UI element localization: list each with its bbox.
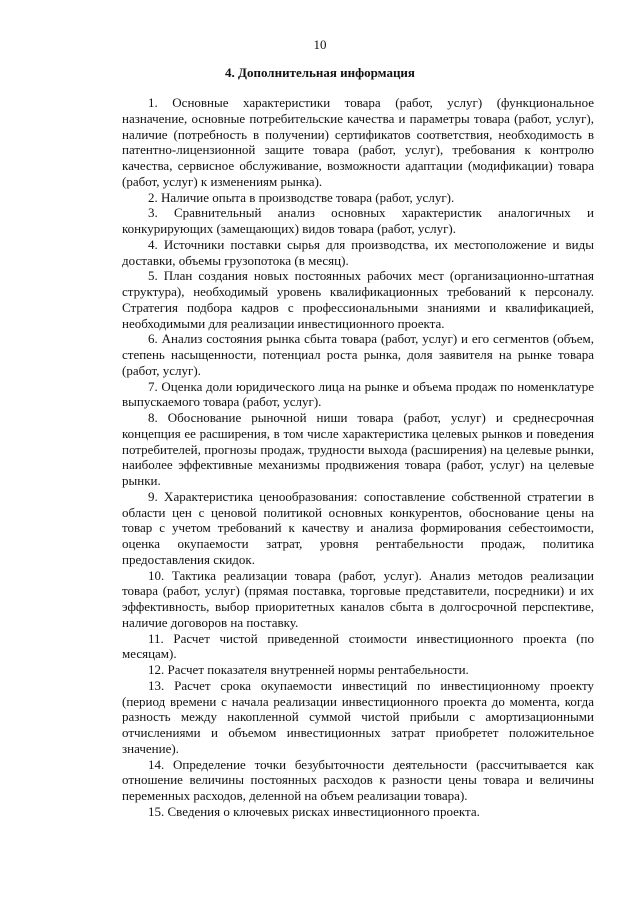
paragraph-1: 1. Основные характеристики товара (работ, услуг) (функциональное назначение, основные потребительские качества и параметры товара (работ, услуг), наличие (потребность в получении) сертификатов соответствия, необходимость в патентно-лицензионной защите товара (работ, услуг), требования к контролю качества, сервисное обслуживание, возможности адаптации (модификации) товара (работ, услуг) к изменениям рынка).: [122, 95, 594, 189]
paragraph-12: 12. Расчет показателя внутренней нормы рентабельности.: [148, 662, 469, 677]
paragraph-7: 7. Оценка доли юридического лица на рынке и объема продаж по номенклатуре выпускаемого товара (работ, услуг).: [122, 378, 594, 410]
paragraph-8: 8. Обоснование рыночной ниши товара (работ, услуг) и среднесрочная концепция ее расширения, в том числе характеристика целевых рынков и поведения потребителей, прогнозы продаж, трудности выхода (расширения) на целевые рынки, наиболее эффективные механизмы продвижения товара (работ, услуг) на целевые рынки.: [122, 410, 594, 488]
body-text: [122, 95, 594, 820]
paragraph-5: 5. План создания новых постоянных рабочих мест (организационно-штатная структура), необходимый уровень квалификационных требований к персоналу. Стратегия подбора кадров с профессиональными знаниями и квалификацией, необходимыми для реализации инвестиционного проекта.: [122, 268, 594, 331]
paragraph-9: 9. Характеристика ценообразования: сопоставление собственной стратегии в области цен с ценовой политикой основных конкурентов, обоснование цены на товар с учетом требований к качеству и анализа формирования себестоимости, оценка окупаемости затрат, уровня рентабельности продаж, политика предоставления скидок.: [122, 488, 594, 567]
paragraph-11: 11. Расчет чистой приведенной стоимости инвестиционного проекта (по месяцам).: [122, 630, 594, 662]
paragraph-4: 4. Источники поставки сырья для производства, их местоположение и виды доставки, объемы грузопотока (в месяц).: [122, 236, 594, 268]
section-title: 4. Дополнительная информация: [225, 65, 415, 80]
paragraph-3: 3. Сравнительный анализ основных характеристик аналогичных и конкурирующих (замещающих) видов товара (работ, услуг).: [122, 205, 594, 236]
paragraph-2: 2. Наличие опыта в производстве товара (работ, услуг).: [148, 189, 455, 205]
paragraph-13: 13. Расчет срока окупаемости инвестиций по инвестиционному проекту (период времени с начала реализации инвестиционного проекта до момента, когда разность между накопленной суммой чистой прибыли с амортизационными отчислениями и объемом инвестиционных затрат приобретет положительное значение).: [122, 677, 594, 756]
page-number: 10: [313, 37, 327, 52]
paragraph-14: 14. Определение точки безубыточности деятельности (рассчитывается как отношение величины постоянных расходов к разности цены товара и величины переменных расходов, деленной на объем реализации товара).: [122, 756, 594, 803]
paragraph-6: 6. Анализ состояния рынка сбыта товара (работ, услуг) и его сегментов (объем, степень насыщенности, потенциал роста рынка, доля заявителя на рынке товара (работ, услуг).: [122, 331, 594, 378]
paragraph-10: 10. Тактика реализации товара (работ, услуг). Анализ методов реализации товара (работ, услуг) (прямая поставка, торговые представители, посредники) и их эффективность, выбор приоритетных каналов сбыта в долгосрочной перспективе, наличие договоров на поставку.: [122, 567, 594, 630]
paragraph-15: 15. Сведения о ключевых рисках инвестиционного проекта.: [148, 803, 480, 819]
